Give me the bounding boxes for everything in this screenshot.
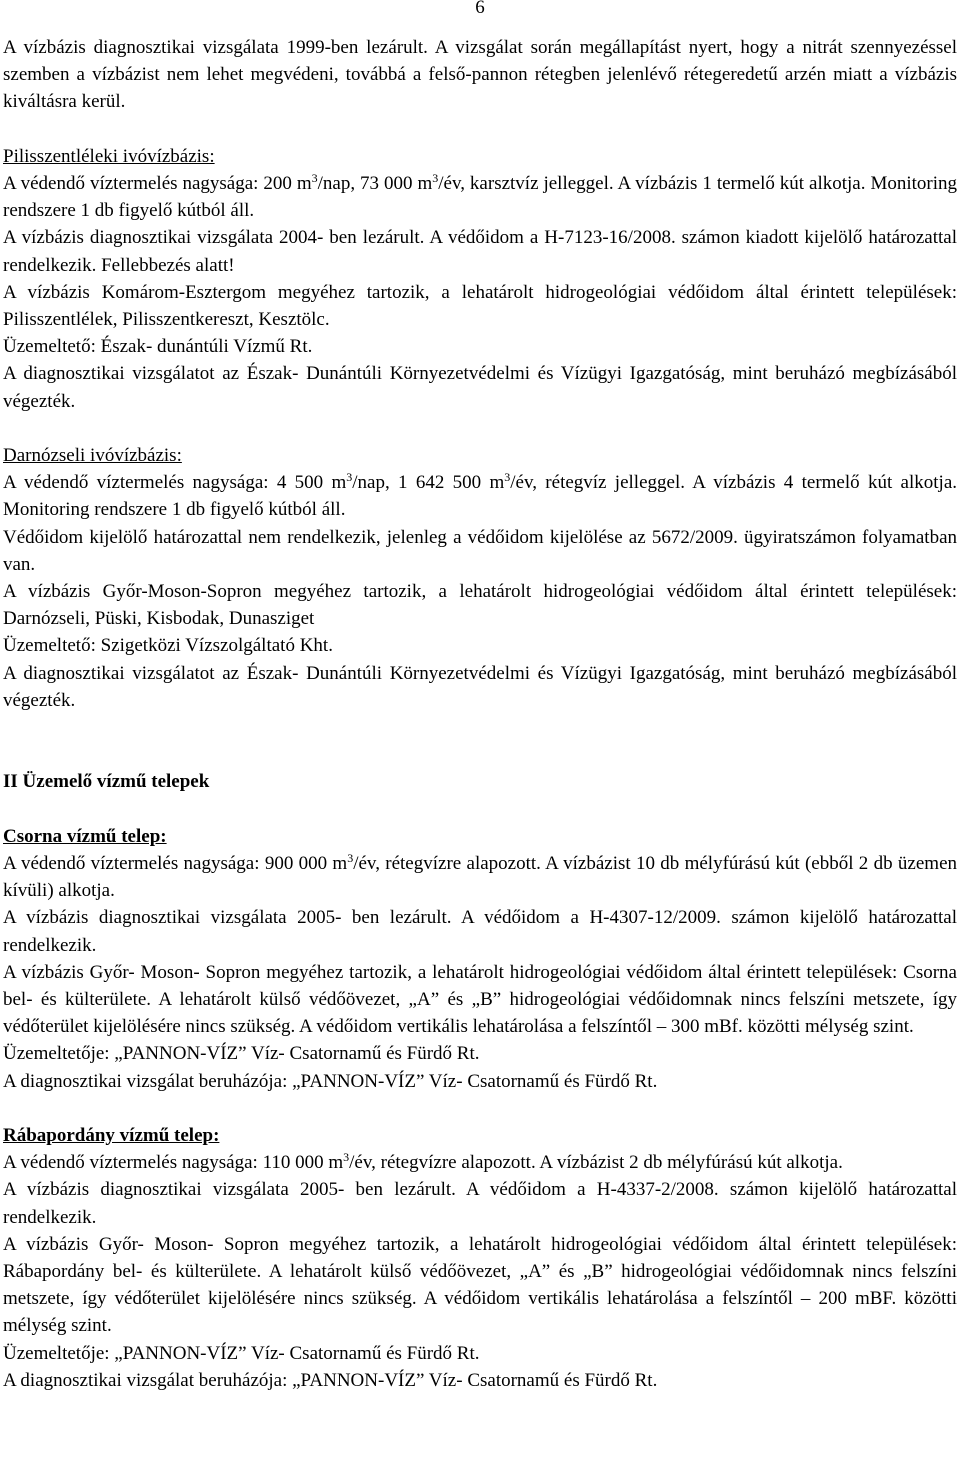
diagnostic-paragraph: A vízbázis diagnosztikai vizsgálata 2004- ben lezárult. A védőidom a H-7123-16/2008. számon kiadott kijelölő határozattal rendelkezik. Fellebbezés alatt! xyxy=(3,227,957,276)
section-title: Rábapordány vízmű telep: xyxy=(3,1125,220,1147)
operator-line: Üzemeltetője: „PANNON-VÍZ” Víz- Csatornamű és Fürdő Rt. xyxy=(3,1043,480,1065)
investor-paragraph: A diagnosztikai vizsgálat beruházója: „PANNON-VÍZ” Víz- Csatornamű és Fürdő Rt. xyxy=(3,1369,658,1391)
section-rabapordany xyxy=(3,1122,957,1394)
operator-line: Üzemeltető: Észak- dunántúli Vízmű Rt. xyxy=(3,336,313,358)
section-darnozseli xyxy=(3,442,957,714)
intro-paragraph: A vízbázis diagnosztikai vizsgálata 1999-ben lezárult. A vizsgálat során megállapítást nyert, hogy a nitrát szennyezéssel szemben a vízbázist nem lehet megvédeni, továbbá a felső-pannon rétegben jelenlévő rétegeredetű arzén miatt a vízbázis kiváltásra kerül. xyxy=(3,37,957,113)
section-csorna xyxy=(3,823,957,1095)
investor-paragraph: A diagnosztikai vizsgálatot az Észak- Dunántúli Környezetvédelmi és Vízügyi Igazgatóság, mint beruházó megbízásából végezték. xyxy=(3,363,957,412)
capacity-paragraph: A védendő víztermelés nagysága: 200 $m^3$/nap, 73 000 $m^3/év$, karsztvíz jelleggel. A vízbázis 1 termelő kút alkotja. Monitoring rendszere 1 db figyelő kútból áll. xyxy=(3,171,958,222)
settlements-paragraph: A vízbázis Győr-Moson-Sopron megyéhez tartozik, a lehatárolt hidrogeológiai védőidom által érintett települések: Darnózseli, Püski, Kisbodak, Dunasziget xyxy=(3,581,957,630)
section-title: Pilisszentléleki ivóvízbázis: xyxy=(3,145,215,167)
diagnostic-paragraph: A vízbázis diagnosztikai vizsgálata 2005- ben lezárult. A védőidom a H-4337-2/2008. számon kijelölő határozattal rendelkezik. xyxy=(3,1179,957,1228)
settlements-paragraph: A vízbázis Győr- Moson- Sopron megyéhez tartozik, a lehatárolt hidrogeológiai védőidom által érintett települések: Rábapordány bel- és külterülete. A lehatárolt külső védőövezet, „A” és „B” hidrogeológiai védőidomnak nincs felszíni metszete, így védőterület kijelölésére nincs szükség. A védőidom vertikális lehatárolása a felszíntől – 200 mBF. közötti mélység szint. xyxy=(3,1233,957,1337)
chapter-title: II Üzemelő vízmű telepek xyxy=(3,771,210,793)
capacity-paragraph: A védendő víztermelés nagysága: 110 000 $m^3/év$, rétegvízre alapozott. A vízbázist 2 db mélyfúrású kút alkotja. xyxy=(3,1150,843,1174)
operator-line: Üzemeltetője: „PANNON-VÍZ” Víz- Csatornamű és Fürdő Rt. xyxy=(3,1342,480,1364)
capacity-paragraph: A védendő víztermelés nagysága: 4 500 $m^3$/nap, 1 642 500 $m^3/év$, rétegvíz jelleggel. A vízbázis 4 termelő kút alkotja. Monitoring rendszere 1 db figyelő kútból áll. xyxy=(3,470,957,521)
investor-paragraph: A diagnosztikai vizsgálat beruházója: „PANNON-VÍZ” Víz- Csatornamű és Fürdő Rt. xyxy=(3,1070,658,1092)
diagnostic-paragraph: A vízbázis diagnosztikai vizsgálata 2005- ben lezárult. A védőidom a H-4307-12/2009. számon kijelölő határozattal rendelkezik. xyxy=(3,907,957,956)
document-body xyxy=(3,34,957,1394)
investor-paragraph: A diagnosztikai vizsgálatot az Észak- Dunántúli Környezetvédelmi és Vízügyi Igazgatóság, mint beruházó megbízásából végezték. xyxy=(3,662,957,711)
protection-paragraph: Védőidom kijelölő határozattal nem rendelkezik, jelenleg a védőidom kijelölése az 5672/2009. ügyiratszámon folyamatban van. xyxy=(3,526,957,575)
section-title: Darnózseli ivóvízbázis: xyxy=(3,445,182,467)
operator-line: Üzemeltető: Szigetközi Vízszolgáltató Kht. xyxy=(3,635,333,657)
settlements-paragraph: A vízbázis Komárom-Esztergom megyéhez tartozik, a lehatárolt hidrogeológiai védőidom által érintett települések: Pilisszentlélek, Pilisszentkereszt, Kesztölc. xyxy=(3,281,957,331)
section-pilisszentlelek xyxy=(3,143,957,415)
section-title: Csorna vízmű telep: xyxy=(3,825,167,847)
capacity-paragraph: A védendő víztermelés nagysága: 900 000 $m^3/év$, rétegvízre alapozott. A vízbázist 10 db mélyfúrású kút (ebből 2 db üzemen kívüli) alkotja. xyxy=(3,851,957,902)
page-number: 6 xyxy=(475,0,485,18)
settlements-paragraph: A vízbázis Győr- Moson- Sopron megyéhez tartozik, a lehatárolt hidrogeológiai védőidom által érintett települések: Csorna bel- és külterülete. A lehatárolt külső védőövezet, „A” és „B” hidrogeológiai védőidomnak nincs felszíni metszete, így védőterület kijelölésére nincs szükség. A védőidom vertikális lehatárolása a felszíntől – 300 mBf. közötti mélység szint. xyxy=(3,961,957,1038)
